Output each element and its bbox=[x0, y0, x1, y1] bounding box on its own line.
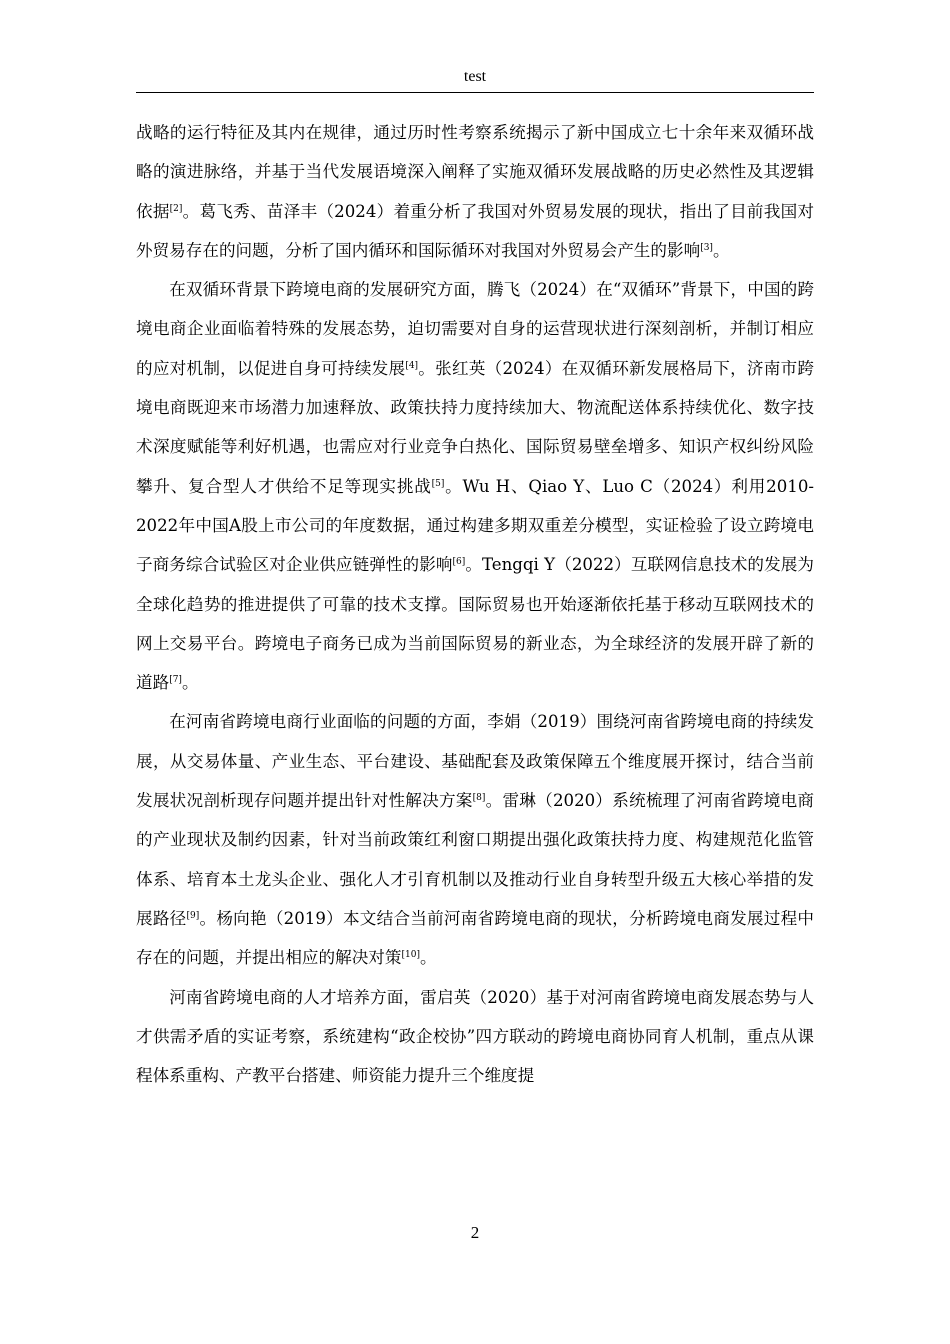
paragraph-3 bbox=[136, 702, 814, 977]
text-run: 。 bbox=[181, 673, 199, 693]
text-run: 在河南省跨境电商行业面临的问题的方面，李娟（2019）围绕河南省跨境电商的持续发展，从交易体量、产业生态、平台建设、基础配套及政策保障五个维度展开探讨，结合当前发展状况剖析现存问题并提出针对性解决方案 bbox=[136, 712, 814, 811]
text-run: 。雷琳（2020）系统梳理了河南省跨境电商的产业现状及制约因素，针对当前政策红利窗口期提出强化政策扶持力度、构建规范化监管体系、培育本土龙头企业、强化人才引育机制以及推动行业自身转型升级五大核心举措的发展路径 bbox=[136, 791, 814, 928]
paragraph-1 bbox=[136, 113, 814, 270]
citation-ref: [6] bbox=[452, 557, 466, 568]
citation-ref: [4] bbox=[405, 360, 419, 371]
text-run: 在双循环背景下跨境电商的发展研究方面，腾飞（2024）在“双循环”背景下，中国的跨境电商企业面临着特殊的发展态势，迫切需要对自身的运营现状进行深刻剖析，并制订相应的应对机制，以促进自身可持续发展 bbox=[136, 280, 814, 378]
paragraph-4 bbox=[136, 978, 814, 1096]
citation-ref: [2] bbox=[169, 203, 183, 214]
text-run: 。葛飞秀、苗泽丰（2024）着重分析了我国对外贸易发展的现状，指出了目前我国对外贸易存在的问题，分析了国内循环和国际循环对我国对外贸易会产生的影响 bbox=[136, 201, 815, 260]
text-run: 。杨向艳（2019）本文结合当前河南省跨境电商的现状，分析跨境电商发展过程中存在的问题，并提出相应的解决对策 bbox=[136, 908, 814, 968]
citation-ref: [10] bbox=[401, 950, 420, 961]
citation-ref: [3] bbox=[700, 242, 713, 253]
page-header: test bbox=[463, 68, 487, 85]
text-run: 河南省跨境电商的人才培养方面，雷启英（2020）基于对河南省跨境电商发展态势与人才供需矛盾的实证考察，系统建构“政企校协”四方联动的跨境电商协同育人机制，重点从课程体系重构、产教平台搭建、师资能力提升三个维度提 bbox=[136, 987, 814, 1086]
page-number: 2 bbox=[470, 1223, 480, 1242]
text-run: 。 bbox=[419, 948, 437, 968]
text-run: 。张红英（2024）在双循环新发展格局下，济南市跨境电商既迎来市场潜力加速释放、政策扶持力度持续加大、物流配送体系持续优化、数字技术深度赋能等利好机遇，也需应对行业竞争白热化、国际贸易壁垒增多、知识产权纠纷风险攀升、复合型人才供给不足等现实挑战 bbox=[136, 358, 814, 496]
text-run: 。Wu H、Qiao Y、Luo C（2024）利用2010-2022年中国A股上市公司的年度数据，通过构建多期双重差分模型，实证检验了设立跨境电子商务综合试验区对企业供应链弹性的影响 bbox=[136, 476, 815, 575]
header-rule bbox=[136, 92, 814, 93]
text-run: 。 bbox=[712, 240, 730, 260]
body-text bbox=[136, 113, 814, 1095]
citation-ref: [7] bbox=[169, 675, 182, 686]
citation-ref: [9] bbox=[186, 910, 200, 921]
citation-ref: [5] bbox=[431, 478, 445, 489]
citation-ref: [8] bbox=[472, 793, 486, 804]
text-run: 战略的运行特征及其内在规律，通过历时性考察系统揭示了新中国成立七十余年来双循环战略的演进脉络，并基于当代发展语境深入阐释了实施双循环发展战略的历史必然性及其逻辑依据 bbox=[136, 123, 814, 221]
paragraph-2 bbox=[136, 270, 814, 702]
text-run: 。Tengqi Y（2022）互联网信息技术的发展为全球化趋势的推进提供了可靠的技术支撑。国际贸易也开始逐渐依托基于移动互联网技术的网上交易平台。跨境电子商务已成为当前国际贸易的新业态，为全球经济的发展开辟了新的道路 bbox=[136, 555, 815, 693]
